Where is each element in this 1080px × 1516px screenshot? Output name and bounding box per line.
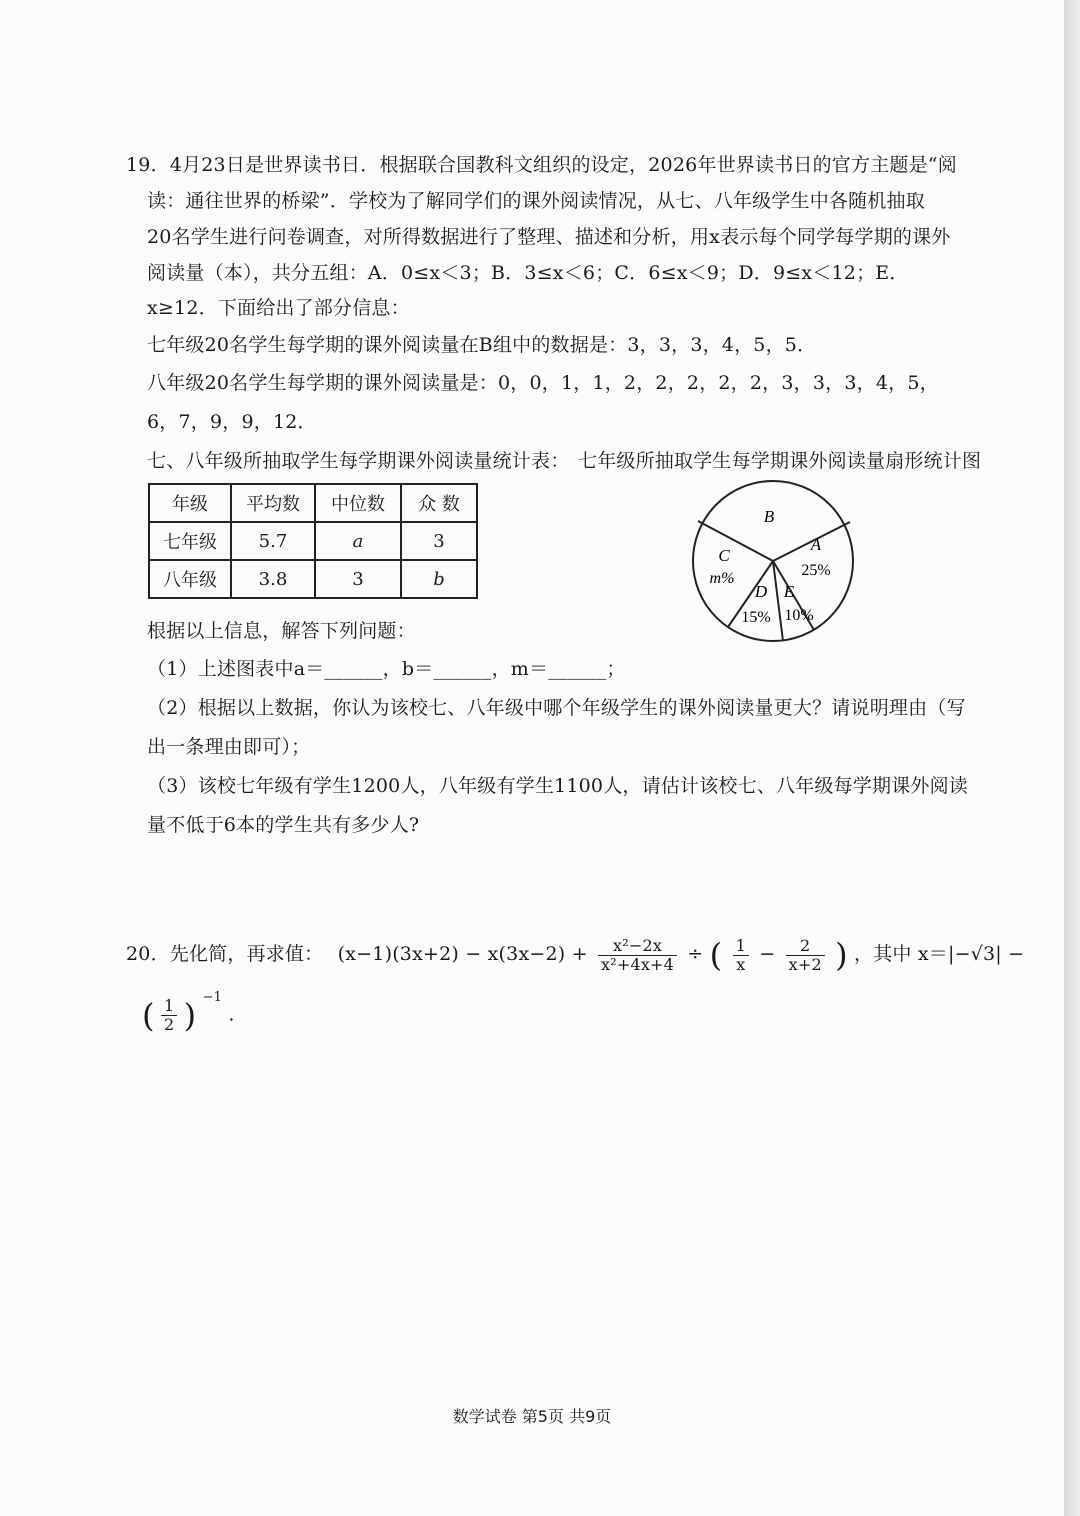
table-row [149,560,477,598]
stats-table [148,483,478,599]
slice-label-d: D [754,582,768,601]
q20-half-den: 2 [163,1014,175,1034]
q20-div: ÷ [687,943,704,965]
grade7-data-line: 七年级20名学生每学期的课外阅读量在B组中的数据是：3，3，3，4，5，5． [147,334,817,356]
cell-grade8: 八年级 [149,560,231,598]
header-median: 中位数 [315,484,401,522]
q20-end: . [228,1003,235,1026]
slice-label-a: A [810,535,822,554]
q19-line-4: 阅读量（本），共分五组：A．0≤x＜3；B．3≤x＜6；C．6≤x＜9；D．9≤x＜12；E． [147,262,909,284]
q20-frac3-den: x+2 [788,954,822,974]
q20-fraction-2 [733,937,749,974]
slice-value-a: 25% [801,562,831,579]
q19-part3: （3）该校七年级有学生1200人，八年级有学生1100人，请估计该校七、八年级每学期课外阅读 [147,775,968,797]
q20-half-fraction [161,997,177,1034]
slice-label-c: C [718,546,730,565]
q20-fraction-3 [786,937,825,974]
slice-value-d: 15% [741,609,771,626]
slice-value-c: m% [709,570,735,587]
header-grade: 年级 [149,484,231,522]
pie-divider-c-b [698,521,773,561]
q19-line-5: x≥12．下面给出了部分信息： [147,297,410,319]
q19-part1: （1）上述图表中a＝______，b＝______，m＝______； [147,658,626,680]
q20-line-1 [126,932,1024,977]
grade8-data-line: 八年级20名学生每学期的课外阅读量是：0，0，1，1，2，2，2，2，2，3，3，3，4，5， [147,372,939,394]
slice-label-e: E [783,582,795,601]
pie-caption: 七年级所抽取学生每学期课外阅读量扇形统计图 [578,450,982,472]
paren-close-half: ) [183,996,197,1035]
q20-frac1-num: x²−2x [598,937,677,956]
cell-grade8-mean: 3.8 [231,560,315,598]
q20-exponent: −1 [202,990,223,1005]
q19-part2-cont: 出一条理由即可）； [147,736,311,758]
q20-minus: − [759,943,776,965]
paren-close: ) [835,936,848,974]
header-mode: 众 数 [401,484,477,522]
table-header-row [149,484,477,522]
q19-part3-cont: 量不低于6本的学生共有多少人? [147,814,420,836]
q19-part2: （2）根据以上数据，你认为该校七、八年级中哪个年级学生的课外阅读量更大？请说明理由（写 [147,697,966,719]
table-caption: 七、八年级所抽取学生每学期课外阅读量统计表： [147,450,570,472]
cell-grade8-median: 3 [315,560,401,598]
q20-expr-start: (x−1)(3x+2) − x(3x−2) + [337,943,588,965]
q20-frac2-den: x [736,954,746,974]
q19-line-3: 20名学生进行问卷调查，对所得数据进行了整理、描述和分析，用x表示每个同学每学期的课外 [147,226,951,248]
q20-frac3-num: 2 [786,937,825,956]
cell-grade7-mode: 3 [401,522,477,560]
paren-open: ( [709,936,723,974]
q19-instruction: 根据以上信息，解答下列问题： [147,620,416,642]
page-footer: 数学试卷 第5页 共9页 [452,1407,612,1426]
slice-value-e: 10% [784,607,814,624]
q20-prefix: 20．先化简，再求值： [126,943,324,965]
cell-grade7-mean: 5.7 [231,522,315,560]
q20-frac2-num: 1 [733,937,749,956]
q20-half-num: 1 [161,997,177,1016]
q20-fraction-1 [598,937,677,974]
pie-chart [688,476,858,646]
q19-line-2: 读：通往世界的桥梁”．学校为了解同学们的课外阅读情况，从七、八年级学生中各随机抽取 [147,190,925,212]
q19-line-1: 19．4月23日是世界读书日．根据联合国教科文组织的设定，2026年世界读书日的官方主题是“阅 [126,154,957,176]
slice-label-b: B [763,507,775,526]
q20-frac1-den: x²+4x+4 [601,954,675,974]
q20-line-2 [142,988,235,1037]
grade8-data-line-2: 6，7，9，9，12． [147,411,317,433]
page-edge-shadow [1064,0,1080,1516]
cell-grade8-mode: b [401,560,477,598]
header-mean: 平均数 [231,484,315,522]
q20-where: ，其中 x＝|−√3| − [854,943,1025,965]
cell-grade7-median: a [315,522,401,560]
table-row [149,522,477,560]
cell-grade7: 七年级 [149,522,231,560]
paren-open-half: ( [142,996,155,1035]
pie-divider-e-d [773,561,783,641]
